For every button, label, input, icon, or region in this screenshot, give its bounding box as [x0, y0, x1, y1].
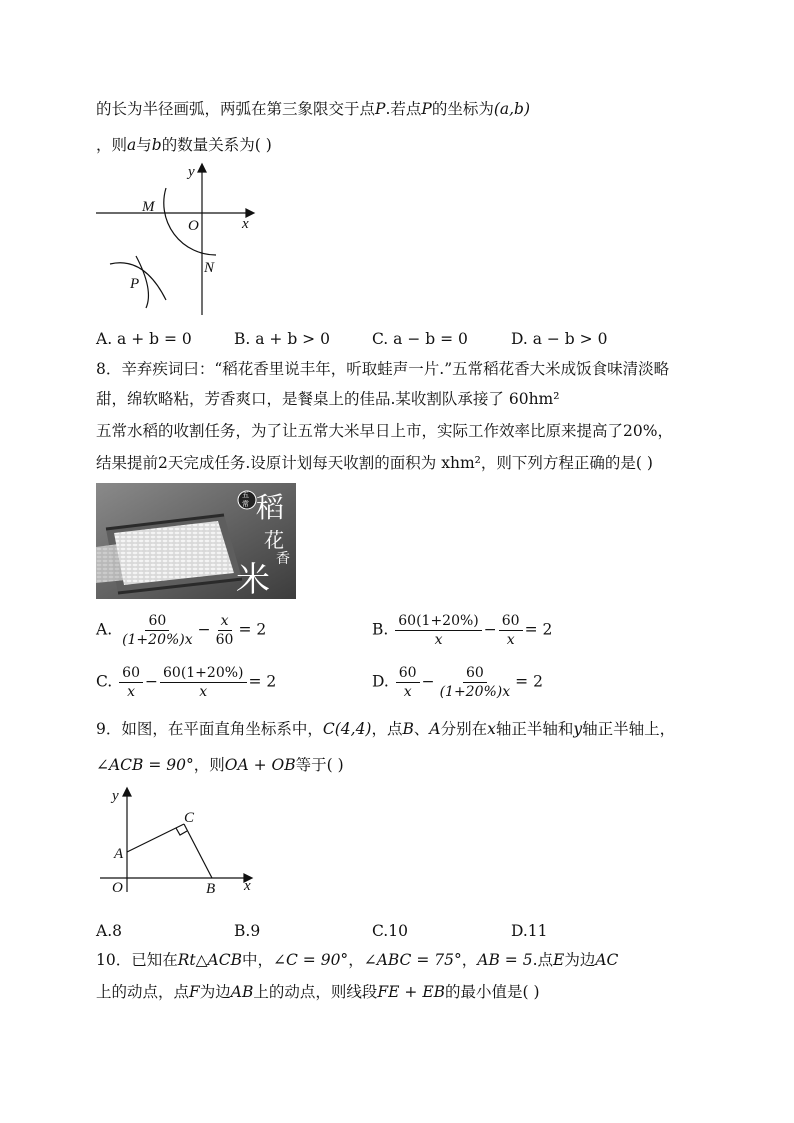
photo-text-hua: 花 [264, 528, 284, 552]
fraction: $\frac{60(1+20\%)}{x}$ [160, 664, 247, 701]
q8-line1: 8．辛弃疾词曰：“稻花香里说丰年，听取蛙声一片.”五常稻花香大米成饭食味清淡略 [96, 360, 670, 378]
rice-photo [96, 483, 296, 599]
q8-option-d: D. $\frac{60}{x}$ − $\frac{60}{(1+20\%)x}$ = 2 [372, 665, 543, 700]
fig-label-m: M [142, 199, 155, 215]
q8-option-b: B. $\frac{60(1+20\%)}{x}$ − $\frac{60}{x}$ = 2 [372, 613, 553, 648]
fig-label-n: N [204, 260, 215, 276]
fig-label-x: x [244, 878, 251, 894]
fig-label-b: B [206, 881, 216, 896]
y-axis-arrow-icon [198, 164, 206, 172]
right-angle-mark [176, 828, 187, 835]
q7-line2: ，则a与b的数量关系为( ) [96, 136, 272, 154]
fraction: $\frac{60}{(1+20\%)x}$ [439, 665, 511, 700]
photo-text-dao: 稻 [256, 491, 285, 524]
q7-line1: 的长为半径画弧，两弧在第三象限交于点P.若点P的坐标为(a,b) [96, 100, 531, 118]
q7-option-c: C. a − b = 0 [372, 330, 468, 348]
fraction: $\frac{60}{x}$ [396, 664, 420, 701]
segment-ac [127, 824, 184, 852]
fig-label-a: A [114, 846, 124, 862]
q8-line3: 五常水稻的收割任务，为了让五常大米早日上市，实际工作效率比原来提高了20%， [96, 422, 673, 440]
q7-option-a: A. a + b = 0 [96, 330, 192, 348]
y-axis-arrow-icon [123, 788, 131, 796]
q10-line1: 10．已知在Rt△ACB中，∠C = 90°，∠ABC = 75°，AB = 5.点E为边AC [96, 951, 619, 969]
fraction: $\frac{60(1+20\%)}{x}$ [395, 612, 482, 649]
q9-option-b: B.9 [234, 922, 261, 940]
q9-line1: 9．如图，在平面直角坐标系中，C(4,4)，点B、A分别在x轴正半轴和y轴正半轴上， [96, 720, 676, 738]
fraction: $\frac{x}{60}$ [215, 613, 234, 648]
fig-label-o: O [112, 880, 123, 896]
fig-label-o: O [188, 218, 199, 234]
fig-label-x: x [242, 216, 249, 232]
photo-text-chang: 常 [242, 500, 249, 508]
q7-figure [96, 160, 266, 320]
photo-text-mi: 米 [236, 560, 270, 599]
fraction: $\frac{60}{x}$ [119, 664, 143, 701]
segment-cb [184, 824, 212, 878]
q9-figure [96, 784, 266, 896]
fig-label-y: y [188, 164, 195, 180]
fig-label-y: y [112, 788, 119, 804]
photo-text-wu: 五 [242, 491, 249, 499]
q8-option-c: C. $\frac{60}{x}$ − $\frac{60(1+20\%)}{x}$ = 2 [96, 665, 277, 700]
q7-option-d: D. a − b > 0 [511, 330, 608, 348]
photo-text-xiang: 香 [276, 551, 290, 567]
q8-line4: 结果提前2天完成任务.设原计划每天收割的面积为 xhm²，则下列方程正确的是( ) [96, 454, 653, 472]
q9-option-d: D.11 [511, 922, 548, 940]
q9-option-a: A.8 [96, 922, 122, 940]
q9-line2: ∠ACB = 90°，则OA + OB等于( ) [96, 756, 344, 774]
fraction: $\frac{60}{(1+20\%)x}$ [122, 613, 193, 648]
q10-line2: 上的动点，点F为边AB上的动点，则线段FE + EB的最小值是( ) [96, 983, 540, 1001]
q9-option-c: C.10 [372, 922, 408, 940]
q8-option-a: A. $\frac{60}{(1+20\%)x}$ − $\frac{x}{60}$ = 2 [96, 613, 267, 648]
q7-option-b: B. a + b > 0 [234, 330, 330, 348]
fig-label-c: C [184, 810, 195, 826]
coord-ab: (a,b) [493, 100, 531, 118]
q8-line2: 甜，绵软略粘，芳香爽口，是餐桌上的佳品.某收割队承接了 60hm² [96, 390, 560, 408]
fraction: $\frac{60}{x}$ [499, 612, 523, 649]
fig-label-p: P [130, 276, 140, 292]
